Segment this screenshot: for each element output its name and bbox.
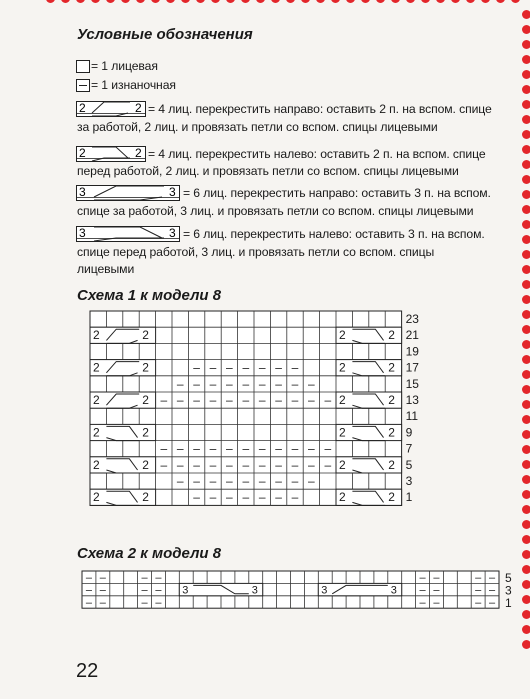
decorative-dot xyxy=(511,0,520,3)
cable-count-label: 2 xyxy=(339,425,346,440)
row-label: 17 xyxy=(405,360,419,375)
purl-mark: – xyxy=(99,596,106,609)
decorative-dot xyxy=(391,0,400,3)
purl-mark: – xyxy=(258,441,266,456)
cable-count-label: 3 xyxy=(390,584,397,597)
cable-count-label: 2 xyxy=(388,393,395,407)
decorative-dot xyxy=(522,385,530,394)
decorative-dot xyxy=(241,0,250,3)
decorative-dot xyxy=(196,0,205,3)
legend-text-continued: спице перед работой, 3 лиц. и провязать петли со вспом. спицы xyxy=(77,245,435,259)
purl-mark: – xyxy=(324,457,332,472)
legend-text-continued: лицевыми xyxy=(77,262,135,276)
purl-mark: – xyxy=(258,457,266,472)
purl-mark: – xyxy=(141,572,148,584)
purl-mark: – xyxy=(226,360,233,375)
decorative-dot xyxy=(496,0,505,3)
legend-text-continued: спице за работой, 3 лиц. и провязать петли со вспом. спицы лицевыми xyxy=(77,204,474,218)
legend-text: = 1 лицевая xyxy=(91,59,158,73)
decorative-dot xyxy=(522,550,530,559)
purl-mark: – xyxy=(324,393,332,407)
decorative-dot xyxy=(522,235,530,244)
decorative-dot xyxy=(121,0,130,3)
purl-mark: – xyxy=(488,596,496,609)
cable-count-label: 2 xyxy=(142,490,149,505)
decorative-dot xyxy=(522,325,530,334)
purl-mark: – xyxy=(291,490,299,505)
purl-mark: – xyxy=(242,376,250,391)
decorative-dot xyxy=(106,0,115,3)
legend-text-continued: перед работой, 2 лиц. и провязать петли со вспом. спицы лицевыми xyxy=(77,164,459,178)
decorative-dot xyxy=(522,355,530,364)
scheme-1-chart xyxy=(80,305,440,520)
purl-mark: – xyxy=(209,474,217,488)
purl-mark: – xyxy=(155,572,162,584)
decorative-dot xyxy=(331,0,340,3)
purl-mark: – xyxy=(141,596,148,609)
purl-mark: – xyxy=(226,393,233,407)
decorative-dot xyxy=(61,0,70,3)
row-label: 21 xyxy=(405,328,419,343)
cable-count-right: 3 xyxy=(169,226,176,240)
purl-mark: – xyxy=(275,360,282,375)
cable-count-label: 2 xyxy=(388,425,395,440)
purl-mark: – xyxy=(160,457,168,472)
purl-mark: – xyxy=(155,596,162,609)
decorative-dot xyxy=(301,0,310,3)
cable-count-label: 2 xyxy=(388,490,395,505)
decorative-dot xyxy=(522,340,530,349)
row-label: 5 xyxy=(505,571,512,585)
decorative-dot xyxy=(522,265,530,274)
page-number: 22 xyxy=(76,660,99,682)
row-label: 3 xyxy=(405,474,413,488)
decorative-dot xyxy=(522,580,530,589)
cable-count-label: 2 xyxy=(142,425,149,440)
purl-mark: – xyxy=(291,393,299,407)
decorative-dot xyxy=(522,280,530,289)
purl-mark: – xyxy=(488,584,496,597)
decorative-dot xyxy=(522,415,530,424)
decorative-dot xyxy=(522,565,530,574)
decorative-dot xyxy=(151,0,160,3)
decorative-dot xyxy=(522,40,530,49)
decorative-dot xyxy=(451,0,460,3)
purl-mark: – xyxy=(258,376,266,391)
decorative-dot xyxy=(522,115,530,124)
purl-mark: – xyxy=(193,393,200,407)
decorative-dot xyxy=(522,370,530,379)
row-label: 9 xyxy=(405,425,413,440)
cable-6-left-symbol xyxy=(76,226,180,242)
decorative-dot xyxy=(522,160,530,169)
decorative-dot xyxy=(522,190,530,199)
decorative-dot xyxy=(522,460,530,469)
legend-text: = 4 лиц. перекрестить направо: оставить 2 п. на вспом. спице xyxy=(148,102,492,116)
cable-count-label: 2 xyxy=(142,393,149,407)
purl-mark: – xyxy=(176,376,184,391)
knit-stitch-symbol xyxy=(76,60,90,73)
decorative-dot xyxy=(522,70,530,79)
row-label: 1 xyxy=(505,595,512,610)
purl-mark: – xyxy=(209,457,217,472)
purl-mark: – xyxy=(433,584,440,597)
legend-text-continued: за работой, 2 лиц. и провязать петли со вспом. спицы лицевыми xyxy=(77,120,438,134)
decorative-dot xyxy=(522,295,530,304)
decorative-dot xyxy=(522,445,530,454)
decorative-dot xyxy=(522,625,530,634)
decorative-dot xyxy=(211,0,220,3)
purl-mark: – xyxy=(475,584,482,597)
decorative-dot xyxy=(376,0,385,3)
scheme-2-chart xyxy=(80,565,520,625)
purl-mark: – xyxy=(209,376,217,391)
purl-mark: – xyxy=(176,457,184,472)
cable-count-left: 2 xyxy=(79,146,86,160)
cable-4-right-symbol xyxy=(76,101,146,117)
purl-mark: – xyxy=(258,490,266,505)
cable-count-label: 2 xyxy=(339,328,346,343)
decorative-dot xyxy=(522,535,530,544)
purl-mark: – xyxy=(193,490,200,505)
row-label: 23 xyxy=(405,312,419,326)
cable-count-label: 2 xyxy=(388,457,395,472)
cable-count-right: 2 xyxy=(135,101,142,115)
purl-mark: – xyxy=(176,441,184,456)
purl-mark: – xyxy=(475,572,482,584)
cable-count-label: 2 xyxy=(93,490,100,505)
decorative-dot xyxy=(226,0,235,3)
decorative-dot xyxy=(316,0,325,3)
decorative-dot xyxy=(522,430,530,439)
decorative-dot-border-right xyxy=(522,10,530,650)
cable-count-label: 2 xyxy=(142,360,149,375)
legend-text: = 1 изнаночная xyxy=(91,78,176,92)
decorative-dot xyxy=(346,0,355,3)
legend-title: Условные обозначения xyxy=(77,26,253,43)
purl-mark: – xyxy=(419,596,426,609)
cable-count-label: 2 xyxy=(93,393,100,407)
decorative-dot xyxy=(522,145,530,154)
purl-mark: – xyxy=(226,441,233,456)
purl-mark: – xyxy=(308,474,315,488)
purl-mark: – xyxy=(433,572,440,584)
cable-count-right: 3 xyxy=(169,185,176,199)
decorative-dot xyxy=(166,0,175,3)
row-label: 5 xyxy=(405,457,413,472)
cable-count-label: 2 xyxy=(388,328,395,343)
cable-4-left-symbol xyxy=(76,146,146,162)
purl-mark: – xyxy=(419,572,426,584)
purl-mark: – xyxy=(176,393,184,407)
cable-count-label: 2 xyxy=(93,360,100,375)
decorative-dot xyxy=(406,0,415,3)
purl-mark: – xyxy=(291,360,299,375)
decorative-dot xyxy=(522,640,530,649)
purl-mark: – xyxy=(258,474,266,488)
decorative-dot xyxy=(522,475,530,484)
purl-mark: – xyxy=(275,490,282,505)
purl-mark: – xyxy=(433,596,440,609)
cable-count-label: 2 xyxy=(339,490,346,505)
purl-mark: – xyxy=(258,360,266,375)
purl-mark: – xyxy=(275,376,282,391)
cable-count-right: 2 xyxy=(135,146,142,160)
decorative-dot xyxy=(466,0,475,3)
purl-mark: – xyxy=(99,584,106,597)
cable-count-label: 3 xyxy=(182,584,189,597)
decorative-dot xyxy=(522,250,530,259)
legend-text: = 4 лиц. перекрестить налево: оставить 2 п. на вспом. спице xyxy=(148,147,486,161)
purl-mark: – xyxy=(193,457,200,472)
purl-mark: – xyxy=(258,393,266,407)
decorative-dot-border-top xyxy=(46,0,526,8)
decorative-dot xyxy=(522,10,530,19)
decorative-dot xyxy=(361,0,370,3)
purl-mark: – xyxy=(275,457,282,472)
decorative-dot xyxy=(46,0,55,3)
purl-mark: – xyxy=(99,572,106,584)
cable-count-label: 2 xyxy=(93,328,100,343)
legend-text: = 6 лиц. перекрестить налево: оставить 3 п. на вспом. xyxy=(183,227,485,241)
row-label: 1 xyxy=(405,490,413,505)
decorative-dot xyxy=(522,610,530,619)
purl-mark: – xyxy=(85,572,93,584)
decorative-dot xyxy=(522,310,530,319)
purl-mark: – xyxy=(141,584,148,597)
row-label: 19 xyxy=(405,344,419,359)
scheme-2-title: Схема 2 к модели 8 xyxy=(77,545,222,562)
decorative-dot xyxy=(522,100,530,109)
purl-mark: – xyxy=(242,360,250,375)
decorative-dot xyxy=(256,0,265,3)
decorative-dot xyxy=(522,25,530,34)
purl-mark: – xyxy=(242,474,250,488)
cable-count-label: 2 xyxy=(388,360,395,375)
purl-mark: – xyxy=(193,360,200,375)
purl-mark: – xyxy=(242,457,250,472)
purl-mark: – xyxy=(275,441,282,456)
purl-mark: – xyxy=(291,376,299,391)
cable-count-left: 2 xyxy=(79,101,86,115)
row-label: 7 xyxy=(405,441,413,456)
purl-mark: – xyxy=(242,393,250,407)
purl-mark: – xyxy=(193,474,200,488)
decorative-dot xyxy=(421,0,430,3)
purl-mark: – xyxy=(155,584,162,597)
purl-mark: – xyxy=(308,393,315,407)
purl-mark: – xyxy=(308,457,315,472)
purl-mark: – xyxy=(209,441,217,456)
purl-mark: – xyxy=(308,441,315,456)
cable-6-right-symbol xyxy=(76,185,180,201)
purl-stitch-symbol xyxy=(76,79,90,92)
purl-mark: – xyxy=(291,474,299,488)
cable-count-label: 2 xyxy=(93,425,100,440)
row-label: 11 xyxy=(405,409,419,424)
decorative-dot xyxy=(136,0,145,3)
purl-mark: – xyxy=(209,490,217,505)
decorative-dot xyxy=(522,490,530,499)
purl-mark: – xyxy=(160,441,168,456)
purl-mark: – xyxy=(209,393,217,407)
cable-count-label: 2 xyxy=(93,457,100,472)
purl-mark: – xyxy=(291,457,299,472)
cable-count-label: 3 xyxy=(321,584,328,597)
purl-mark: – xyxy=(176,474,184,488)
row-label: 3 xyxy=(505,583,512,598)
purl-mark: – xyxy=(226,457,233,472)
scheme-1-title: Схема 1 к модели 8 xyxy=(77,287,222,304)
purl-mark: – xyxy=(193,376,200,391)
decorative-dot xyxy=(522,175,530,184)
decorative-dot xyxy=(481,0,490,3)
row-label: 13 xyxy=(405,393,419,407)
purl-mark: – xyxy=(193,441,200,456)
legend-text: = 6 лиц. перекрестить направо: оставить 3 п. на вспом. xyxy=(183,186,491,200)
purl-mark: – xyxy=(275,393,282,407)
cable-count-label: 2 xyxy=(339,393,346,407)
purl-mark: – xyxy=(291,441,299,456)
decorative-dot xyxy=(522,130,530,139)
decorative-dot xyxy=(91,0,100,3)
purl-mark: – xyxy=(242,441,250,456)
purl-mark: – xyxy=(160,393,168,407)
purl-mark: – xyxy=(242,490,250,505)
decorative-dot xyxy=(286,0,295,3)
cable-count-label: 2 xyxy=(142,457,149,472)
row-label: 15 xyxy=(405,376,419,391)
decorative-dot xyxy=(522,595,530,604)
decorative-dot xyxy=(181,0,190,3)
decorative-dot xyxy=(522,220,530,229)
purl-mark: – xyxy=(488,572,496,584)
decorative-dot xyxy=(522,85,530,94)
decorative-dot xyxy=(522,520,530,529)
purl-mark: – xyxy=(308,376,315,391)
purl-mark: – xyxy=(209,360,217,375)
cable-cross-6 xyxy=(318,583,401,595)
decorative-dot xyxy=(271,0,280,3)
purl-mark: – xyxy=(324,441,332,456)
purl-mark: – xyxy=(475,596,482,609)
cable-count-left: 3 xyxy=(79,226,86,240)
purl-mark: – xyxy=(275,474,282,488)
cable-count-label: 3 xyxy=(251,584,258,597)
purl-mark: – xyxy=(226,376,233,391)
purl-mark: – xyxy=(226,490,233,505)
decorative-dot xyxy=(522,400,530,409)
cable-count-label: 2 xyxy=(339,457,346,472)
decorative-dot xyxy=(522,505,530,514)
cable-count-label: 2 xyxy=(142,328,149,343)
purl-mark: – xyxy=(85,584,93,597)
cable-cross-6 xyxy=(179,583,262,595)
purl-mark: – xyxy=(226,474,233,488)
purl-mark: – xyxy=(85,596,93,609)
cable-count-left: 3 xyxy=(79,185,86,199)
decorative-dot xyxy=(522,55,530,64)
purl-mark: – xyxy=(419,584,426,597)
decorative-dot xyxy=(76,0,85,3)
cable-count-label: 2 xyxy=(339,360,346,375)
decorative-dot xyxy=(522,205,530,214)
decorative-dot xyxy=(436,0,445,3)
